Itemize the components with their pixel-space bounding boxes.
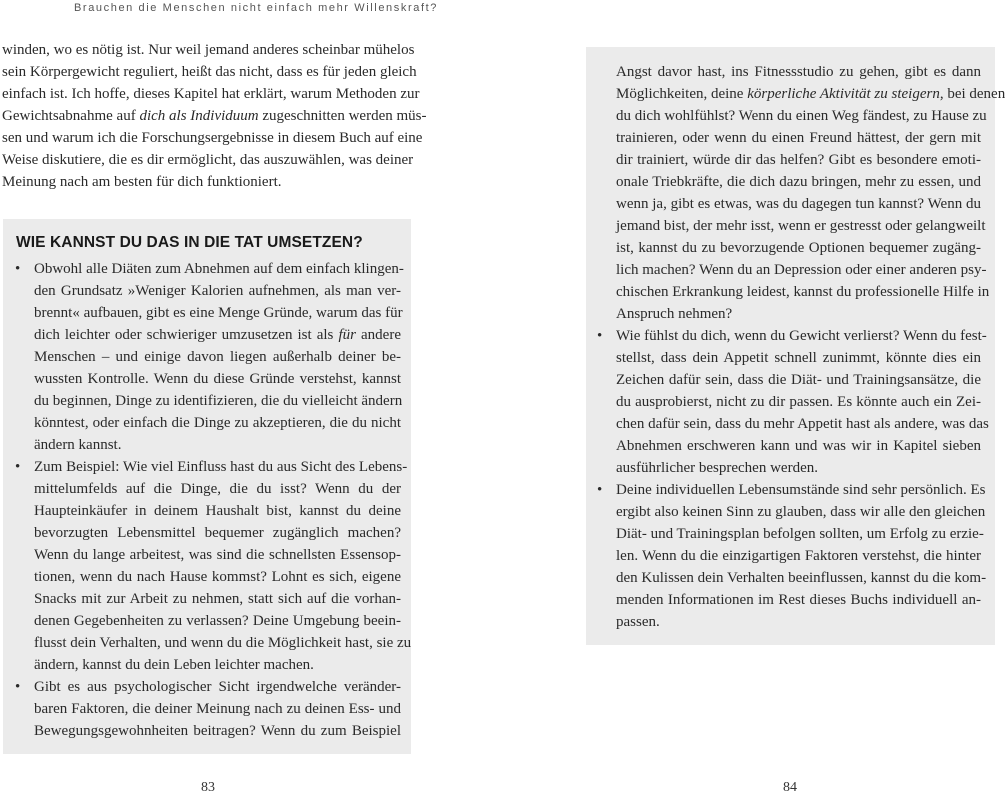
text-line: du ausprobierst, nicht zu dir passen. Es könnte auch ein Zei- xyxy=(616,394,981,410)
text-line: lich machen? Wenn du an Depression oder einer anderen psy- xyxy=(616,262,987,278)
text-line: len. Wenn du die einzigartigen Faktoren verstehst, die hinter xyxy=(616,548,981,564)
text-line: jemand bist, der mehr isst, wenn er gestresst oder gelangweilt xyxy=(616,218,986,234)
text-line: einfach ist. Ich hoffe, dieses Kapitel hat erklärt, warum Methoden zur xyxy=(2,86,420,102)
bullet-item xyxy=(15,258,404,456)
text-line: Meinung nach am besten für dich funktioniert. xyxy=(2,174,282,190)
text-line: tionen, wenn du nach Hause kommst? Lohnt es sich, eigene xyxy=(34,569,401,585)
bullet-icon: • xyxy=(15,679,21,695)
text-line: sen und warum ich die Forschungsergebnisse in diesem Buch auf eine xyxy=(2,130,423,146)
bullet-continuation xyxy=(616,61,1005,325)
bullet-item xyxy=(15,676,401,742)
text-line: wussten Kontrolle. Wenn du diese Gründe verstehst, kannst xyxy=(34,371,401,387)
bullet-item xyxy=(597,325,989,479)
left-page xyxy=(0,0,500,800)
text-line: Deine individuellen Lebensumstände sind sehr persönlich. Es xyxy=(616,482,986,498)
text-line: mittelumfelds auf die Dinge, die du isst? Wenn du der xyxy=(34,481,401,497)
text-line: wenn ja, gibt es etwas, was du dagegen tun kannst? Wenn du xyxy=(616,196,981,212)
text-line: bevorzugten Lebensmittel bequemer zugänglich machen? xyxy=(34,525,401,541)
text-line: Haupteinkäufer in deinem Haushalt bist, kannst du deine xyxy=(34,503,401,519)
page-number: 83 xyxy=(201,780,215,795)
text-line: Wie fühlst du dich, wenn du Gewicht verlierst? Wenn du fest- xyxy=(616,328,987,344)
text-line: den Kulissen dein Verhalten beeinflussen, kannst du die kom- xyxy=(616,570,987,586)
text-line: Gewichtsabnahme auf dich als Individuum zugeschnitten werden müs- xyxy=(2,108,427,124)
right-page xyxy=(500,0,1005,800)
text-line: Diät- und Trainingsplan befolgen sollten, um Erfolg zu erzie- xyxy=(616,526,984,542)
text-line: Wenn du lange arbeitest, was sind die schnellsten Essensop- xyxy=(34,547,401,563)
text-line: Zeichen dafür sein, dass die Diät- und Trainingsansätze, die xyxy=(616,372,981,388)
bullet-icon: • xyxy=(597,328,603,344)
text-line: Abnehmen erschweren kann und was wir in Kapitel sieben xyxy=(616,438,981,454)
text-line: ändern, kannst du dein Leben leichter machen. xyxy=(34,657,314,673)
text-line: ist, kannst du zu bevorzugende Optionen bequemer zugäng- xyxy=(616,240,981,256)
text-line: Obwohl alle Diäten zum Abnehmen auf dem einfach klingen- xyxy=(34,261,404,277)
bullet-icon: • xyxy=(15,261,21,277)
text-line: dir trainiert, würde dir das helfen? Gibt es besondere emoti- xyxy=(616,152,981,168)
text-line: Bewegungsgewohnheiten beitragen? Wenn du zum Beispiel xyxy=(34,723,401,739)
text-line: dich leichter oder schwieriger umzusetzen ist als für andere xyxy=(34,327,401,343)
text-line: ausführlicher besprechen werden. xyxy=(616,460,818,476)
bullet-item xyxy=(15,456,412,676)
box-bullet-list xyxy=(597,61,1005,633)
text-line: brennt« aufbauen, gibt es eine Menge Gründe, warum das für xyxy=(34,305,403,321)
text-line: menden Informationen im Rest dieses Buchs individuell an- xyxy=(616,592,981,608)
tip-box-continued xyxy=(586,47,1005,645)
box-heading: WIE KANNST DU DAS IN DIE TAT UMSETZEN? xyxy=(16,234,363,251)
text-line: flusst dein Verhalten, und wenn du die Möglichkeit hast, sie zu xyxy=(34,635,412,651)
bullet-icon: • xyxy=(597,482,603,498)
box-bullet-list xyxy=(15,258,412,742)
tip-box xyxy=(3,219,411,754)
text-line: Gibt es aus psychologischer Sicht irgendwelche veränder- xyxy=(34,679,401,695)
text-line: könntest, oder einfach die Dinge zu akzeptieren, die du nicht xyxy=(34,415,401,431)
text-line: baren Faktoren, die deiner Meinung nach zu deinen Ess- und xyxy=(34,701,401,717)
text-line: passen. xyxy=(616,614,660,630)
text-line: Angst davor hast, ins Fitnessstudio zu gehen, gibt es dann xyxy=(616,64,981,80)
intro-paragraph xyxy=(2,39,427,193)
text-line: du beginnen, Dinge zu identifizieren, die du vielleicht ändern xyxy=(34,393,403,409)
text-line: ändern kannst. xyxy=(34,437,122,453)
text-line: onale Triebkräfte, die dich dazu bringen, mehr zu essen, und xyxy=(616,174,981,190)
bullet-icon: • xyxy=(15,459,21,475)
text-line: chen dafür sein, dass du mehr Appetit hast als andere, was das xyxy=(616,416,989,432)
text-line: ergibt also keinen Sinn zu glauben, dass wir alle den gleichen xyxy=(616,504,986,520)
text-line: Menschen – und einige davon liegen außerhalb deiner be- xyxy=(34,349,401,365)
page-number: 84 xyxy=(783,780,797,795)
bullet-item xyxy=(597,479,987,633)
text-line: winden, wo es nötig ist. Nur weil jemand anderes scheinbar mühelos xyxy=(2,42,415,58)
text-line: du dich wohlfühlst? Wenn du einen Weg fändest, zu Hause zu xyxy=(616,108,987,124)
text-line: Möglichkeiten, deine körperliche Aktivität zu steigern, bei denen xyxy=(616,86,1005,102)
text-line: sein Körpergewicht reguliert, heißt das nicht, dass es für jeden gleich xyxy=(2,64,417,80)
text-line: Zum Beispiel: Wie viel Einfluss hast du aus Sicht des Lebens- xyxy=(34,459,408,475)
running-head: Brauchen die Menschen nicht einfach mehr Willenskraft? xyxy=(74,2,438,14)
text-line: Weise diskutiere, die es dir ermöglicht, das auszuwählen, was deiner xyxy=(2,152,414,168)
text-line: stellst, dass dein Appetit schnell zunimmt, könnte dies ein xyxy=(616,350,981,366)
text-line: chischen Erkrankung leidest, kannst du professionelle Hilfe in xyxy=(616,284,990,300)
text-line: den Grundsatz »Weniger Kalorien aufnehmen, als man ver- xyxy=(34,283,401,299)
text-line: Snacks mit zur Arbeit zu nehmen, statt sich auf die vorhan- xyxy=(34,591,401,607)
text-line: denen Gegebenheiten zu verlassen? Deine Umgebung beein- xyxy=(34,613,401,629)
text-line: trainieren, oder wenn du einen Freund hättest, der gern mit xyxy=(616,130,981,146)
text-line: Anspruch nehmen? xyxy=(616,306,733,322)
